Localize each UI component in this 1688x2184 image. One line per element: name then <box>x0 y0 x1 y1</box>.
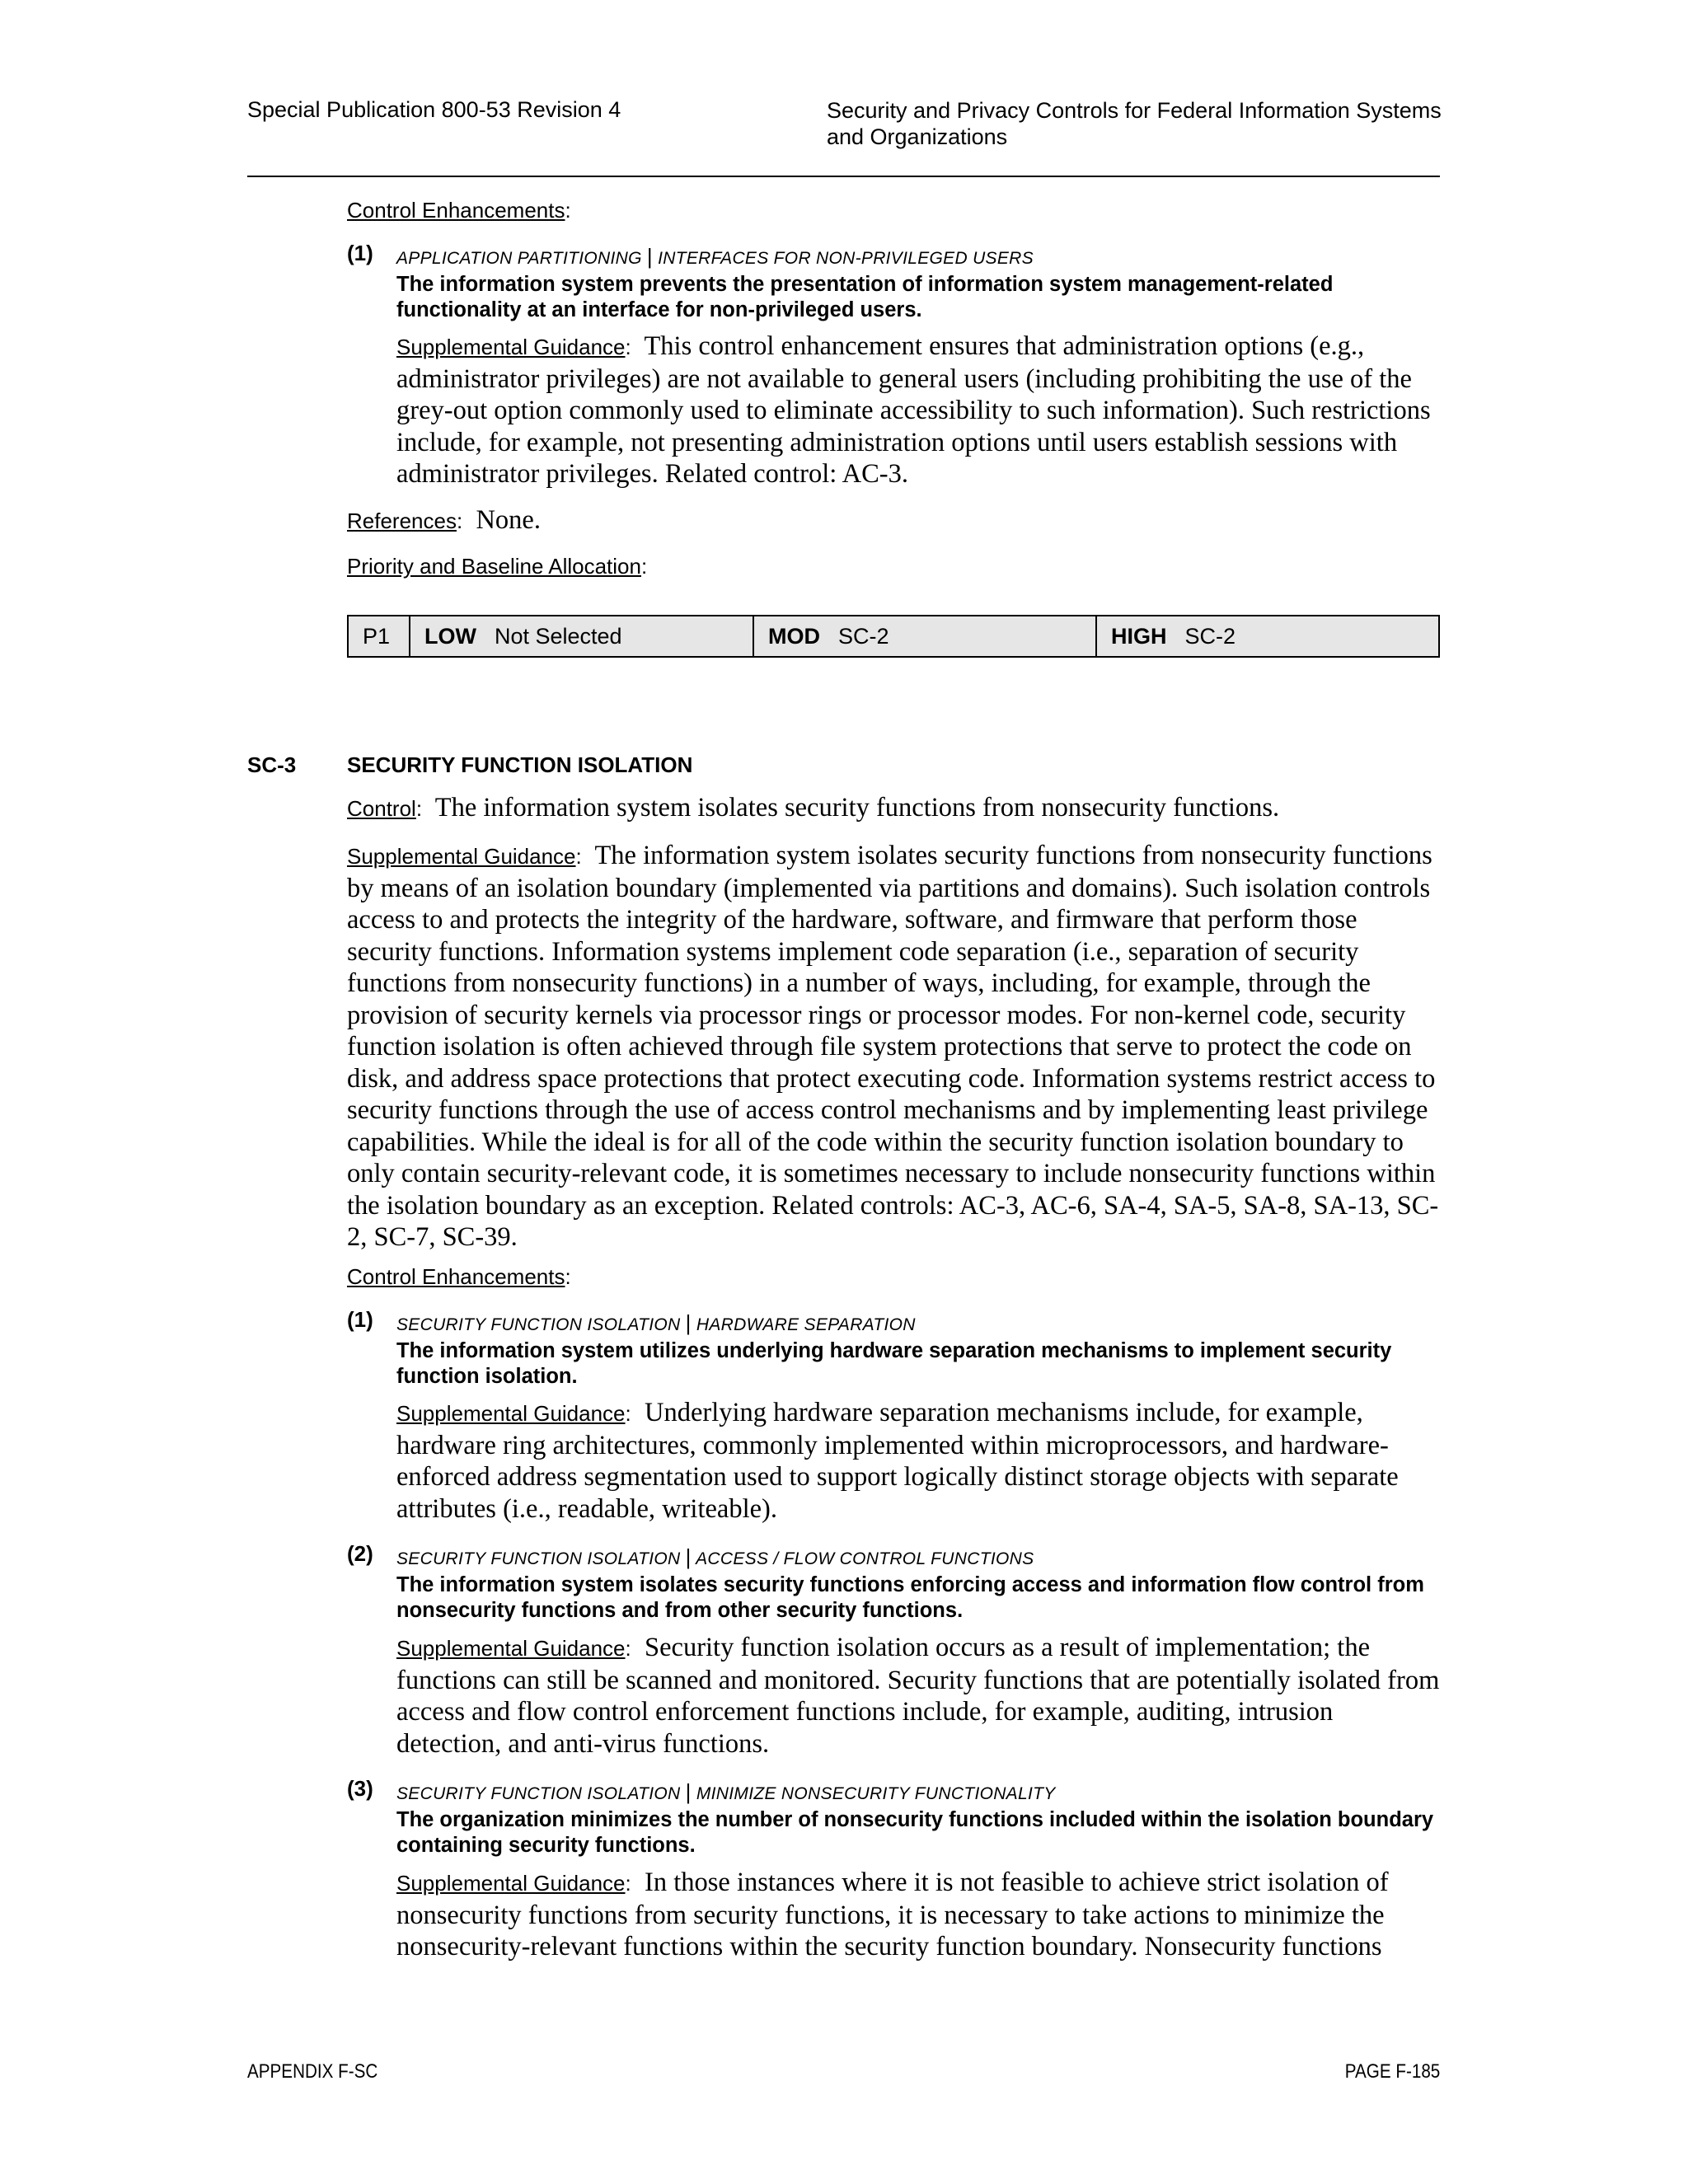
enhancement-number: (3) <box>347 1776 373 1801</box>
priority-heading: Priority and Baseline Allocation: <box>347 554 648 579</box>
enhancement-guidance: Supplemental Guidance: Underlying hardware separation mechanisms include, for example, hardware ring architectures, commonly implemented within microprocessors, and hardware-enforced address segmentation used to support logically distinct storage objects with separate attributes (i.e., readable, writeable). <box>396 1398 1399 1524</box>
enhancement-statement: The information system utilizes underlying hardware separation mechanisms to implement security function isolation. <box>396 1339 1392 1388</box>
sc3-enhancements-heading: Control Enhancements: <box>347 1264 571 1289</box>
enhancement-statement: The information system prevents the presentation of information system management-related functionality at an interface for non-privileged users. <box>396 273 1334 321</box>
control-enhancements-heading: Control Enhancements: <box>347 198 571 223</box>
mod-baseline-cell: MOD SC-2 <box>754 616 1097 656</box>
enhancement-title: SECURITY FUNCTION ISOLATION | HARDWARE SEPARATION <box>396 1310 916 1335</box>
high-baseline-cell: HIGH SC-2 <box>1111 623 1236 649</box>
header-publication: Special Publication 800-53 Revision 4 <box>247 97 621 122</box>
enhancement-title: SECURITY FUNCTION ISOLATION | MINIMIZE NONSECURITY FUNCTIONALITY <box>396 1779 1056 1804</box>
low-baseline-cell: LOW Not Selected <box>410 616 754 656</box>
header-title-line2: and Organizations <box>827 124 1008 149</box>
control-statement: Control: The information system isolates security functions from nonsecurity functions. <box>347 793 1280 823</box>
footer-appendix: APPENDIX F-SC <box>247 2060 378 2083</box>
references: References: None. <box>347 505 541 535</box>
enhancement-number: (1) <box>347 1307 373 1332</box>
enhancement-number: (1) <box>347 241 373 265</box>
enhancement-statement: The organization minimizes the number of nonsecurity functions included within the isolation boundary containing security functions. <box>396 1808 1434 1857</box>
control-title: SECURITY FUNCTION ISOLATION <box>347 752 693 777</box>
enhancement-title: APPLICATION PARTITIONING | INTERFACES FOR NON-PRIVILEGED USERS <box>396 244 1034 269</box>
enhancement-title: SECURITY FUNCTION ISOLATION | ACCESS / FLOW CONTROL FUNCTIONS <box>396 1544 1034 1569</box>
header-divider <box>247 176 1440 177</box>
enhancement-guidance: Supplemental Guidance: Security function isolation occurs as a result of implementation; the functions can still be scanned and monitored. Security functions that are potentially isolated from access and flow control enforcement functions include, for example, auditing, intrusion detection, and anti-virus functions. <box>396 1633 1440 1759</box>
enhancement-guidance: Supplemental Guidance: In those instances where it is not feasible to achieve strict isolation of nonsecurity functions from security functions, it is necessary to take actions to minimize the nonsecurity-relevant functions within the security function boundary. Nonsecurity functions <box>396 1868 1389 1961</box>
header-title-line1: Security and Privacy Controls for Federal Information Systems <box>827 98 1442 123</box>
supplemental-guidance: Supplemental Guidance: This control enhancement ensures that administration options (e.g., administrator privileges) are not available to general users (including prohibiting the use of the grey-out option commonly used to eliminate accessibility to such information). Such restrictions include, for example, not presenting administration options until users establish sessions with administrator privileges. Related control: AC-3. <box>396 331 1431 489</box>
header-document-title <box>827 97 1453 150</box>
enhancement-statement: The information system isolates security functions enforcing access and information flow control from nonsecurity functions and from other security functions. <box>396 1573 1424 1622</box>
priority-baseline-table <box>347 615 1440 658</box>
control-supplemental-guidance: Supplemental Guidance: The information system isolates security functions from nonsecurity functions by means of an isolation boundary (implemented via partitions and domains). Such isolation controls access to and protects the integrity of the hardware, software, and firmware that perform those security functions. Information systems implement code separation (i.e., separation of security functions from nonsecurity functions) in a number of ways, including, for example, through the provision of security kernels via processor rings or processor modes. For non-kernel code, security function isolation is often achieved through file system protections that serve to protect the code on disk, and address space protections that protect executing code. Information systems restrict access to security functions through the use of access control mechanisms and by implementing least privilege capabilities. While the ideal is for all of the code within the security function isolation boundary to only contain security-relevant code, it is sometimes necessary to include nonsecurity functions within the isolation boundary as an exception. Related controls: AC-3, AC-6, SA-4, SA-5, SA-8, SA-13, SC-2, SC-7, SC-39. <box>347 841 1439 1252</box>
enhancement-number: (2) <box>347 1541 373 1566</box>
footer-page-number: PAGE F-185 <box>1344 2060 1440 2083</box>
control-id: SC-3 <box>247 752 297 777</box>
priority-cell: P1 <box>349 616 410 656</box>
